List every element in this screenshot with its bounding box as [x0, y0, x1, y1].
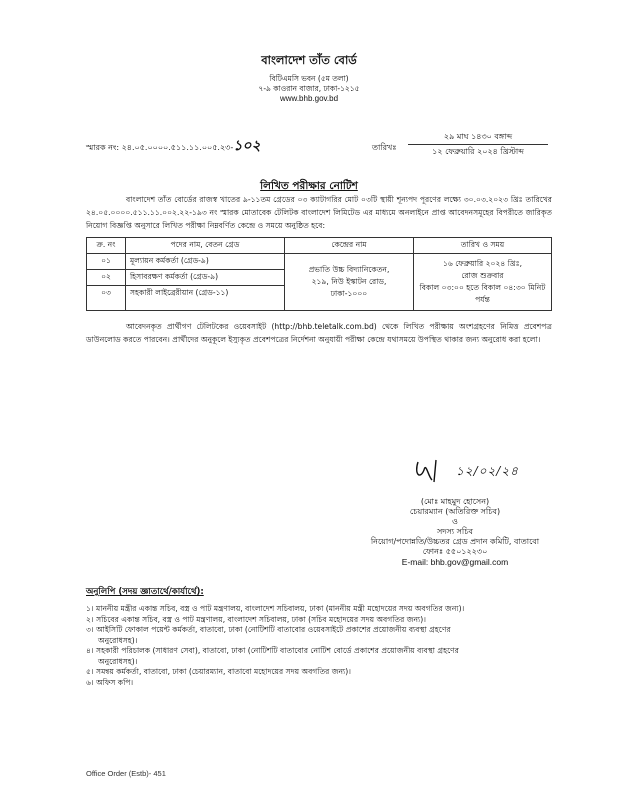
instruction-paragraph: আবেদনকৃত প্রার্থীগণ টেলিটকের ওয়েবসাইট (http://bhb.teletalk.com.bd) থেকে লিখিত পরীক্ষায় অংশগ্রহণের নিমিত্ত প্রবেশপত্র ডাউনলোড করতে পারবেন। প্রার্থীদের অনুকূলে ইস্যুকৃত প্রবেশপত্রের নির্দেশনা অনুযায়ী পরীক্ষা কেন্দ্রে যথাসময়ে উপস্থিত থাকার জন্য অনুরোধ করা হলো।	[86, 322, 552, 344]
time-line: পর্যন্ত	[475, 295, 490, 304]
col-header-serial: ক্র. নং	[87, 238, 126, 254]
office-address: ৭-৯ কাওরান বাজার, ঢাকা-১২১৫	[258, 84, 360, 93]
list-item: ৪। সহকারী পরিচালক (সাধারণ সেবা), বাতাবো, ঢাকা (নোটিশটি বাতাবোর নোটিশ বোর্ডে প্রকাশের প্রয়োজনীয় ব্যবস্থা গ্রহণের	[86, 646, 459, 655]
table-header-row	[87, 238, 552, 254]
center-line: ২১৯, নিউ ইস্কাটন রোড,	[311, 277, 387, 286]
list-item: ১। মাননীয় মন্ত্রীর একান্ত সচিব, বস্ত্র ও পাট মন্ত্রণালয়, বাংলাদেশ সচিবালয়, ঢাকা (মাননীয় মন্ত্রী মহোদয়ের সদয় অবগতির জন্য)।	[86, 604, 465, 613]
signatory-phone: ফোনঃ ৫৫০১২২৩০	[422, 547, 488, 556]
exam-time-cell	[414, 254, 552, 311]
memo-handwritten-number: ১০২	[233, 138, 261, 154]
col-header-post: পদের নাম, বেতন গ্রেড	[126, 238, 285, 254]
signature-date: ১২/০২/২৪	[456, 464, 519, 478]
col-header-datetime: তারিখ ও সময়	[414, 238, 552, 254]
center-line: ঢাকা-১০০০	[330, 289, 368, 298]
intro-paragraph: বাংলাদেশ তাঁত বোর্ডের রাজস্ব খাতের ৯-১১তম গ্রেডের ০৩ ক্যাটাগরির মোট ০৩টি স্থায়ী শূন্যপদ পূরণের লক্ষ্যে ৩০.০৩.২০২৩ খ্রিঃ তারিখের ২৪.০৫.০০০০.৫১১.১১.০০২.২২-১৯৩ নং স্মারক মোতাবেক টেলিটক বাংলাদেশ লিমিটেড এর মাধ্যমে অনলাইনে প্রাপ্ত আবেদনসমূহের বিপরীতে জারিকৃত নিয়োগ বিজ্ঞপ্তি অনুসারে লিখিত পরীক্ষা নিম্নবর্ণিত কেন্দ্রে ও সময়ে অনুষ্ঠিত হবে:	[86, 195, 552, 230]
date-english: ১২ ফেব্রুয়ারি ২০২৪ খ্রিস্টাব্দ	[432, 147, 524, 156]
signature-block	[360, 497, 550, 567]
exam-schedule-table	[86, 237, 552, 311]
copy-heading: অনুলিপি (সদয় জ্ঞাতার্থে/কার্যার্থে):	[86, 587, 204, 597]
memo-number-value: ২৪.০৫.০০০০.৫১১.১১.০০৫.২৩-	[121, 143, 234, 152]
notice-title: লিখিত পরীক্ষার নোটিশ	[260, 180, 358, 192]
signatory-name: (মোঃ মাহমুদ হোসেন)	[420, 497, 490, 506]
list-item: ৬। অফিস কপি।	[86, 677, 134, 687]
date-label: তারিখঃ	[372, 143, 397, 152]
building-name: বিটিএমসি ভবন (৫ম তলা)	[269, 74, 349, 83]
list-item: ৫। সমন্বয় কর্মকর্তা, বাতাবো, ঢাকা (চেয়ারম্যান, বাতাবো মহোদয়ের সদয় অবগতির জন্য)।	[86, 667, 351, 676]
date-block	[408, 132, 548, 157]
org-name: বাংলাদেশ তাঁত বোর্ড	[261, 53, 357, 67]
signatory-designation: চেয়ারম্যান (অতিরিক্ত সচিব)	[409, 507, 501, 516]
time-line: বিকাল ০৩:০০ হতে বিকাল ০৪:৩০ মিনিট	[419, 283, 546, 292]
post-cell: মূল্যায়ন কর্মকর্তা (গ্রেড-৯)	[126, 254, 285, 270]
signatory-email: E-mail: bhb.gov@gmail.com	[401, 557, 509, 567]
list-item: ২। সচিবের একান্ত সচিব, বস্ত্র ও পাট মন্ত্রণালয়, বাংলাদেশ সচিবালয়, ঢাকা (সচিব মহোদয়ের সদয় অবগতির জন্য)।	[86, 614, 426, 624]
signatory-role: সদস্য সচিব	[437, 527, 473, 536]
col-header-center: কেন্দ্রের নাম	[285, 238, 414, 254]
list-item: ৩। আইসিটি ফোকাল পয়েন্ট কর্মকর্তা, বাতাবো, ঢাকা (নোটিশটি বাতাবোর ওয়েবসাইটে প্রকাশের প্রয়োজনীয় ব্যবস্থা গ্রহণের	[86, 625, 451, 634]
signatory-committee: নিয়োগ/পদোন্নতি/উচ্চতর গ্রেড প্রদান কমিটি, বাতাবো	[370, 537, 540, 546]
post-cell: হিসাবরক্ষণ কর্মকর্তা (গ্রেড-৯)	[126, 270, 285, 286]
list-item-continuation: অনুরোধসহ)।	[98, 656, 138, 666]
serial-cell: ০২	[87, 270, 126, 286]
post-cell: সহকারী লাইব্রেরীয়ান (গ্রেড-১১)	[126, 286, 285, 311]
copy-distribution	[86, 585, 556, 688]
table-row	[87, 254, 552, 270]
exam-center-cell	[285, 254, 414, 311]
office-order-footer: Office Order (Estb)- 451	[86, 769, 166, 778]
time-line: রোজ শুক্রবার	[461, 271, 504, 280]
memo-number-label: স্মারক নং:	[86, 143, 120, 152]
memo-number	[86, 138, 261, 154]
signatory-and: ও	[452, 517, 458, 526]
date-bangla: ২৯ মাঘ ১৪৩০ বঙ্গাব্দ	[443, 132, 513, 141]
letterhead	[0, 52, 618, 104]
list-item-continuation: অনুরোধসহ)।	[98, 635, 138, 645]
signature-mark	[412, 456, 452, 486]
serial-cell: ০১	[87, 254, 126, 270]
website: www.bhb.gov.bd	[279, 94, 339, 103]
center-line: প্রভাতি উচ্চ বিদ্যানিকেতন,	[308, 265, 390, 274]
serial-cell: ০৩	[87, 286, 126, 311]
time-line: ১৬ ফেব্রুয়ারি ২০২৪ খ্রিঃ,	[442, 259, 523, 268]
